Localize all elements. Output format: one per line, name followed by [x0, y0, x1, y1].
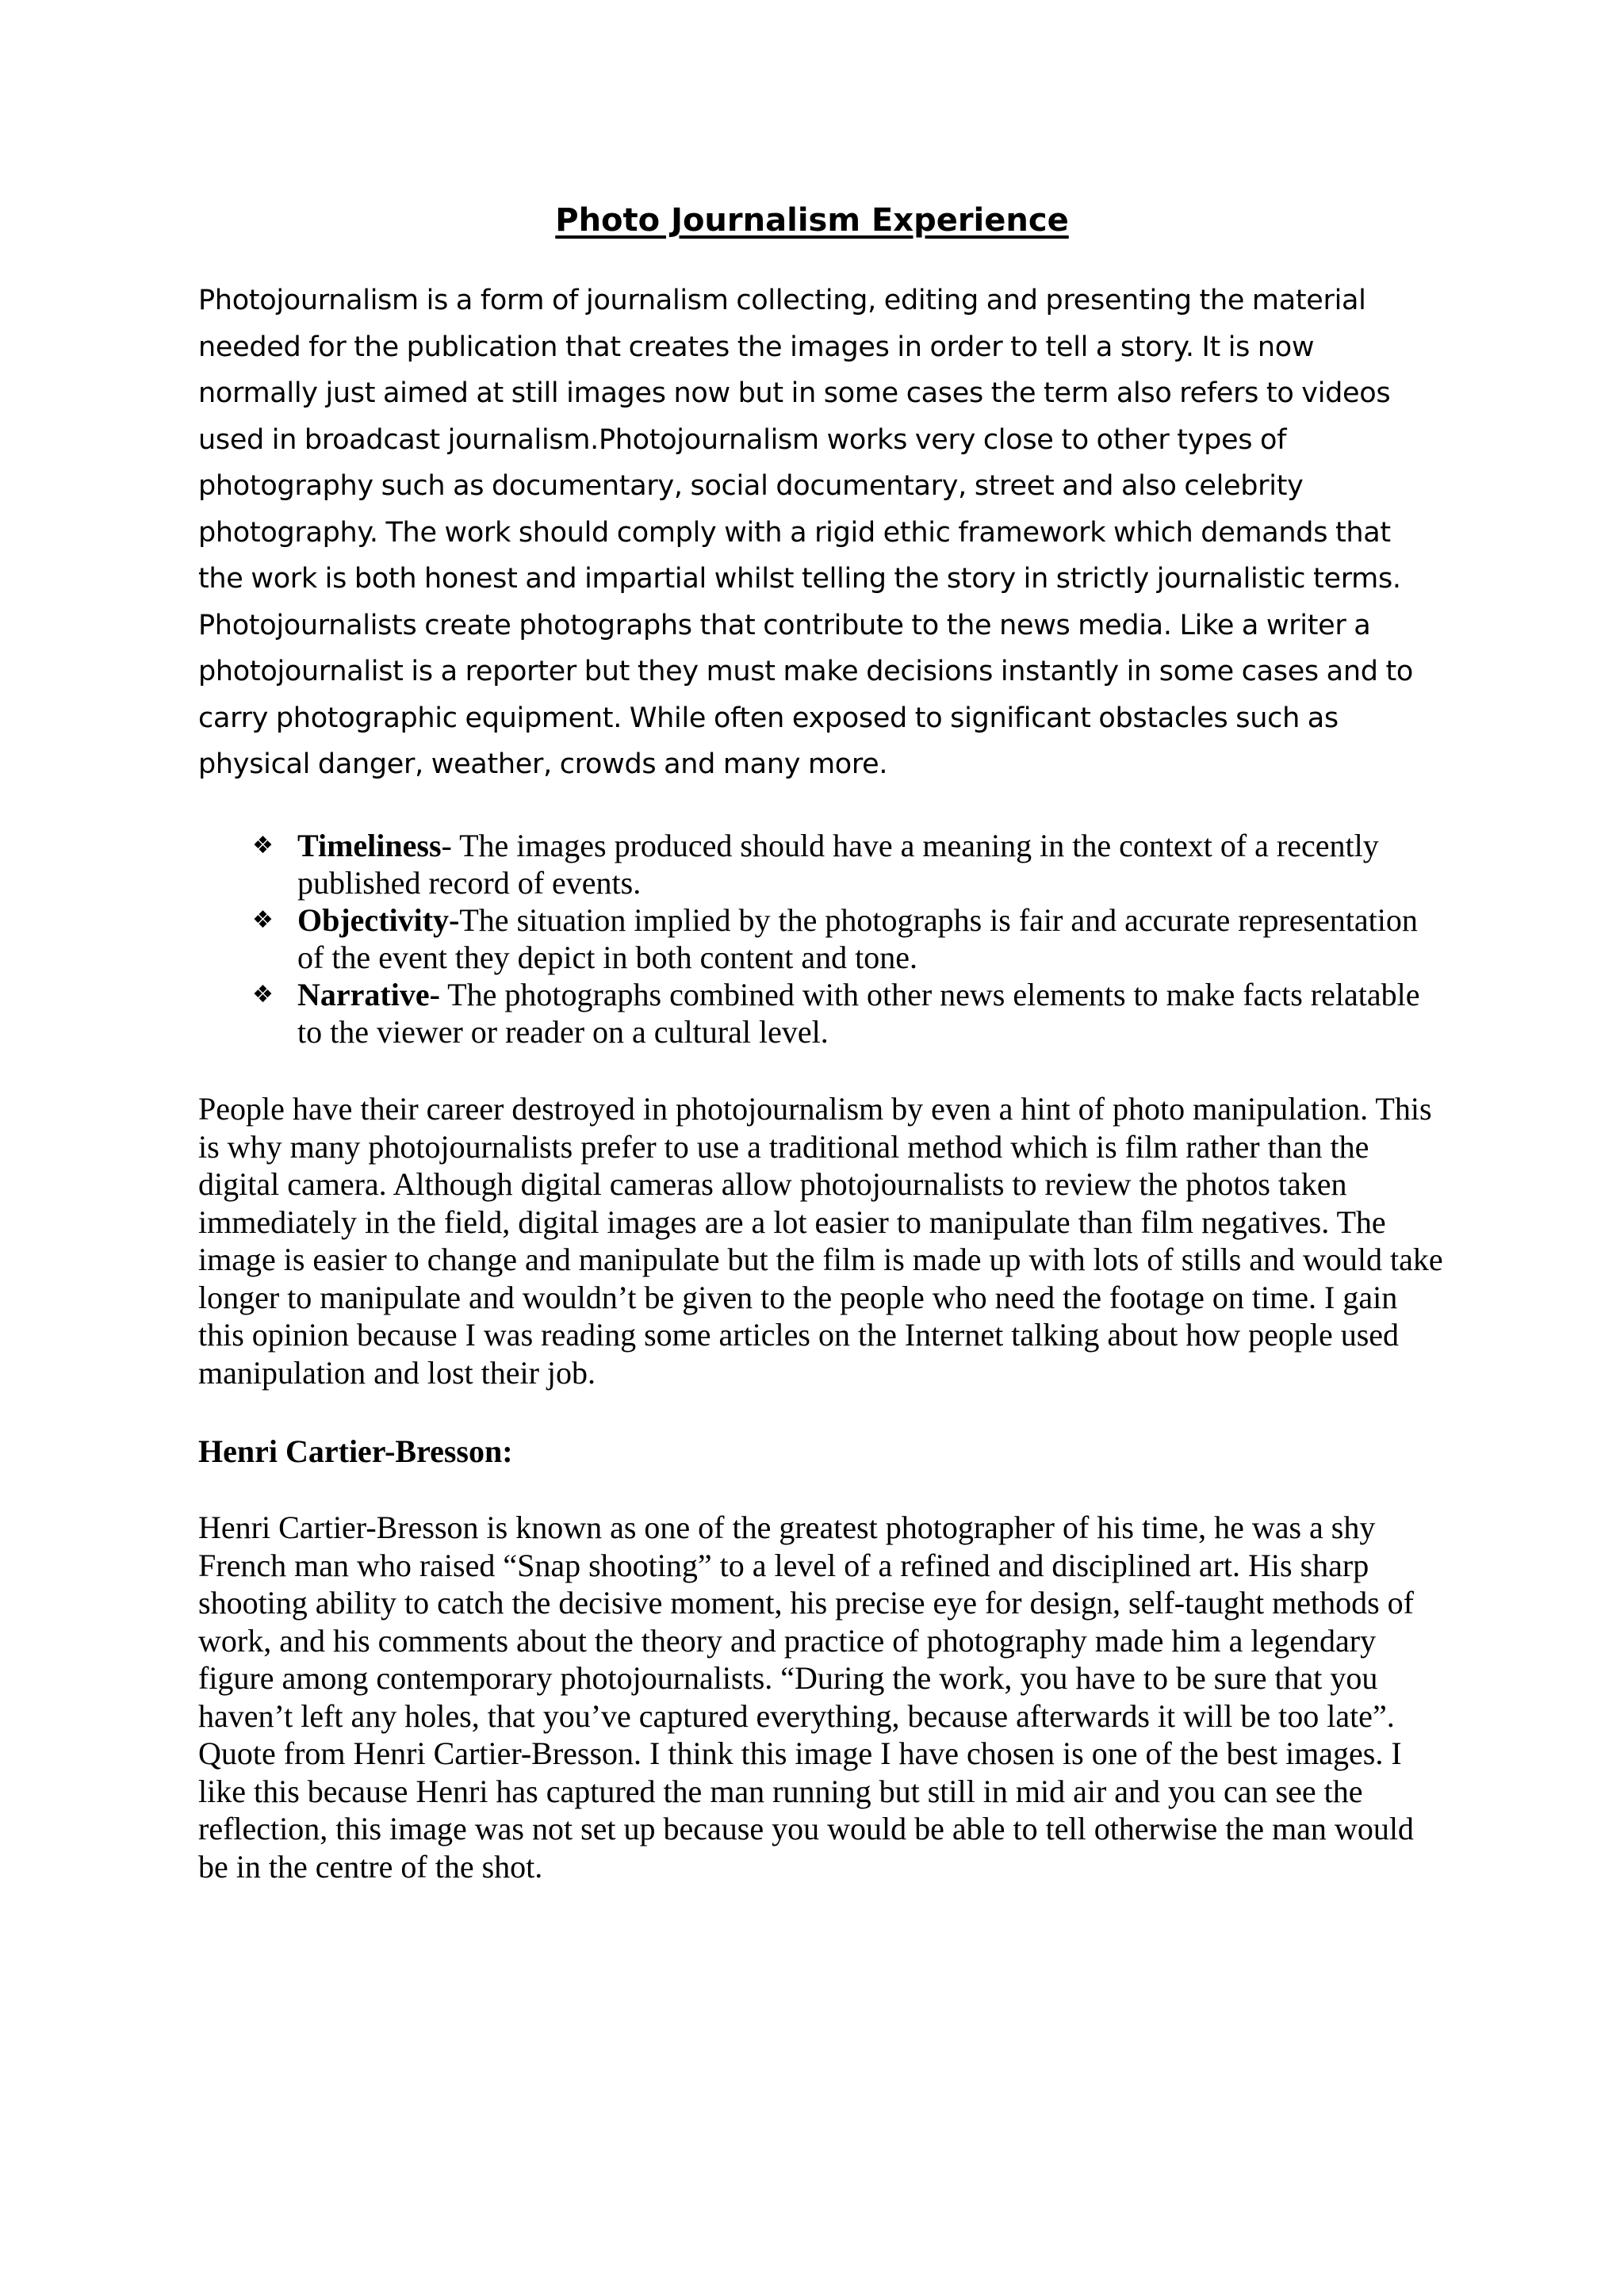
intro-paragraph: Photojournalism is a form of journalism collecting, editing and presenting the material needed for the publication that creates the images in order to tell a story. It is now normally just aimed at still images now but in some cases the term also refers to videos used in broadcast journalism.Photojournalism works very close to other types of photography such as documentary, social documentary, street and also celebrity photography. The work should comply with a rigid ethic framework which demands that the work is both honest and impartial whilst telling the story in strictly journalistic terms. Photojournalists create photographs that contribute to the news media. Like a writer a photojournalist is a reporter but they must make decisions instantly in some cases and to carry photographic equipment. While often exposed to significant obstacles such as physical danger, weather, crowds and many more.	[198, 285, 1413, 780]
diamond-bullet-icon: ❖	[252, 981, 274, 1008]
diamond-bullet-icon: ❖	[252, 906, 274, 934]
bullet-text: The situation implied by the photographs is fair and accurate representation of the event they depict in both content and tone.	[297, 902, 1418, 975]
list-item-narrative	[198, 976, 1443, 1050]
bullet-term: Timeliness	[297, 828, 442, 863]
list-item-objectivity	[198, 901, 1443, 976]
bullet-text: The photographs combined with other news elements to make facts relatable to the viewer or reader on a cultural level.	[297, 977, 1428, 1050]
diamond-bullet-icon: ❖	[252, 832, 274, 859]
page-title: Photo Journalism Experience	[555, 202, 1069, 239]
bullet-text: - The images produced should have a meaning in the context of a recently published record of events.	[297, 828, 1379, 901]
manipulation-paragraph: People have their career destroyed in photojournalism by even a hint of photo manipulation. This is why many photojournalists prefer to use a traditional method which is film rather than the digital camera. Although digital cameras allow photojournalists to review the photos taken immediately in the field, digital images are a lot easier to manipulate than film negatives. The image is easier to change and manipulate but the film is made up with lots of stills and would take longer to manipulate and wouldn’t be given to the people who need the footage on time. I gain this opinion because I was reading some articles on the Internet talking about how people used manipulation and lost their job.	[198, 1091, 1443, 1391]
bullet-term: Narrative-	[297, 977, 440, 1012]
bresson-paragraph: Henri Cartier-Bresson is known as one of the greatest photographer of his time, he was a shy French man who raised “Snap shooting” to a level of a refined and disciplined art. His sharp shooting ability to catch the decisive moment, his precise eye for design, self-taught methods of work, and his comments about the theory and practice of photography made him a legendary figure among contemporary photojournalists. “During the work, you have to be sure that you haven’t left any holes, that you’ve captured everything, because afterwards it will be too late”. Quote from Henri Cartier-Bresson. I think this image I have chosen is one of the best images. I like this because Henri has captured the man running but still in mid air and you can see the reflection, this image was not set up because you would be able to tell otherwise the man would be in the centre of the shot.	[198, 1510, 1414, 1885]
bullet-term: Objectivity-	[297, 902, 460, 938]
section-heading: Henri Cartier-Bresson:	[198, 1433, 513, 1469]
list-item-timeliness	[198, 827, 1443, 901]
criteria-list	[198, 827, 1443, 1050]
